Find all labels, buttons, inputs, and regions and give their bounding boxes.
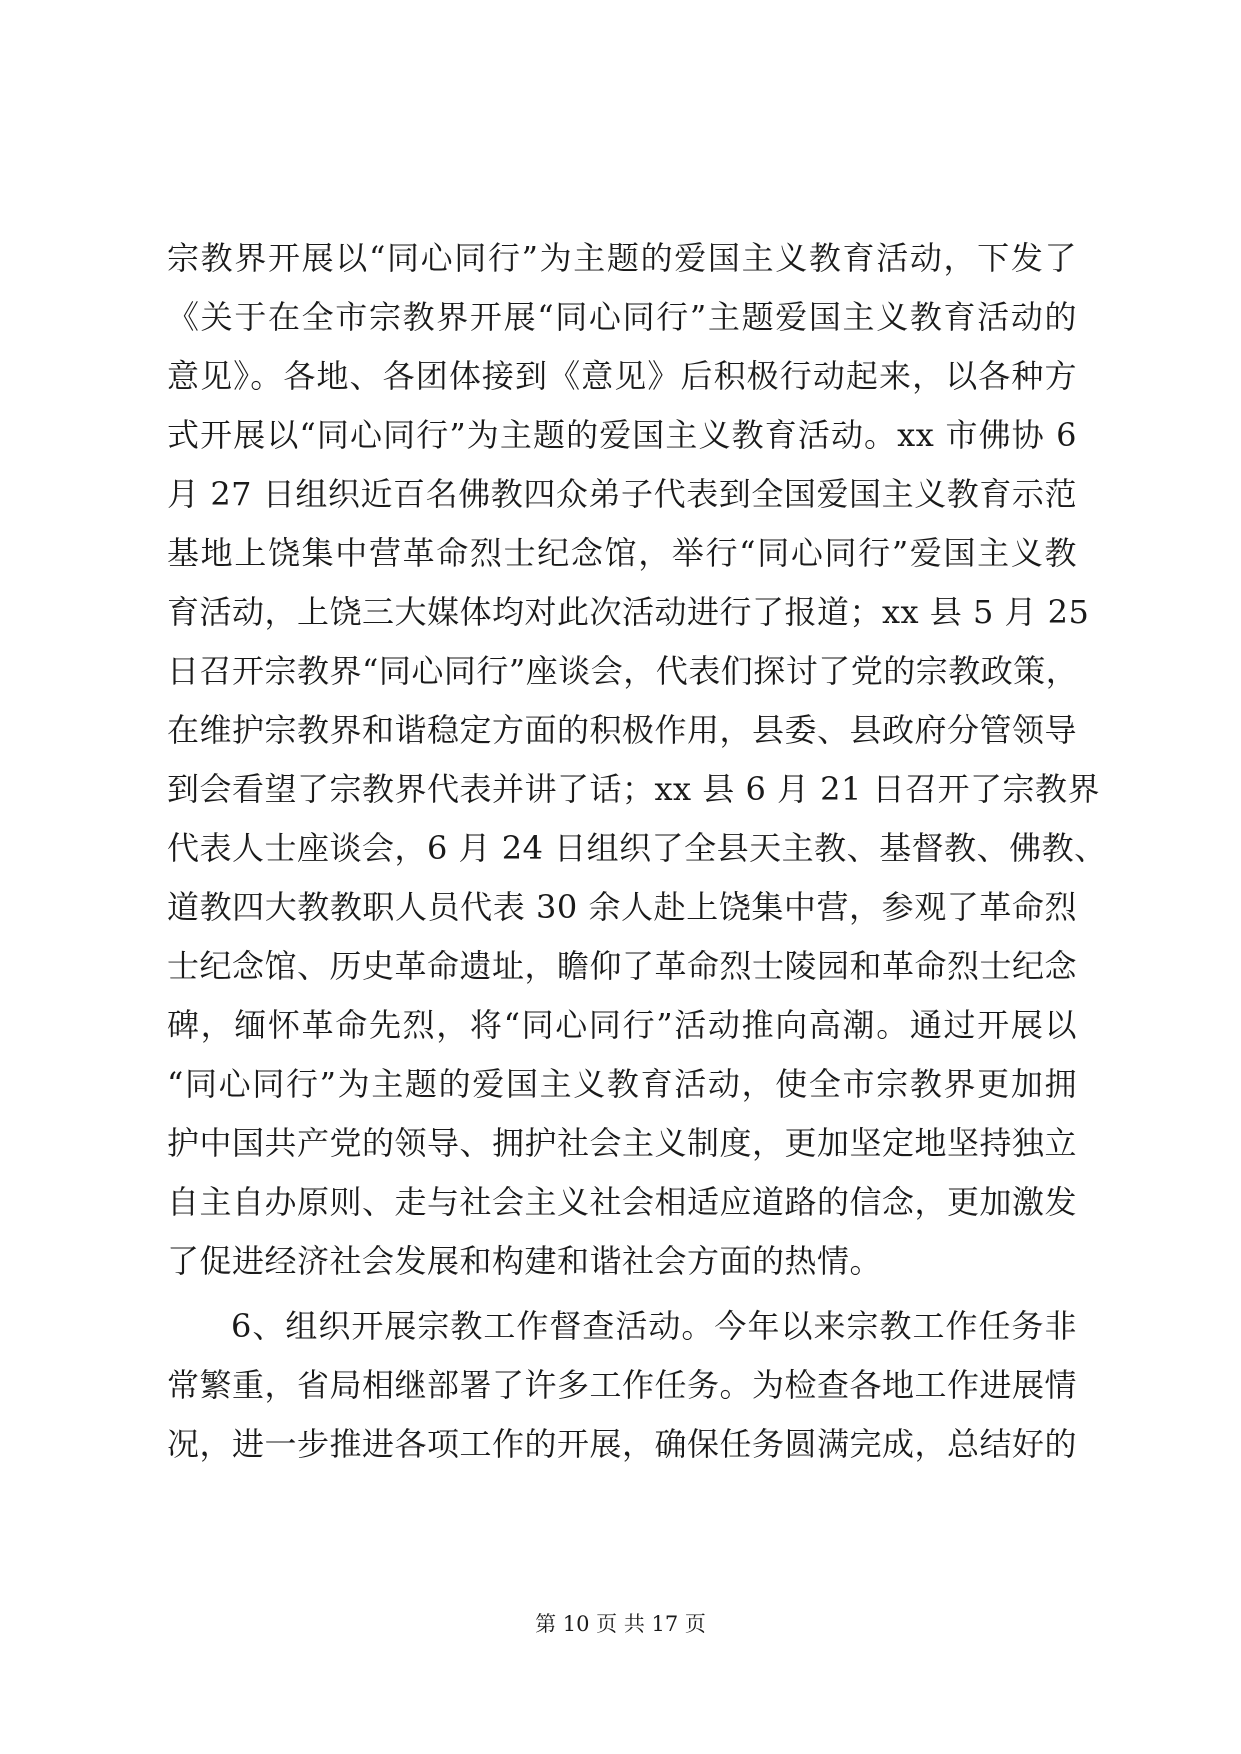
document-body [167,229,1107,1474]
text-line: 护中国共产党的领导、拥护社会主义制度，更加坚定地坚持独立 [167,1124,1078,1162]
text-line: 自主自办原则、走与社会主义社会相适应道路的信念，更加激发 [167,1183,1078,1221]
text-line: 式开展以“同心同行”为主题的爱国主义教育活动。xx 市佛协 6 [167,416,1077,454]
text-line: 宗教界开展以“同心同行”为主题的爱国主义教育活动，下发了 [167,239,1077,277]
text-line: 了促进经济社会发展和构建和谐社会方面的热情。 [167,1242,883,1280]
text-line: 代表人士座谈会，6 月 24 日组织了全县天主教、基督教、佛教、 [167,829,1107,867]
text-line: 月 27 日组织近百名佛教四众弟子代表到全国爱国主义教育示范 [167,475,1077,513]
paragraph-2 [167,1297,1077,1474]
text-line: 育活动，上饶三大媒体均对此次活动进行了报道；xx 县 5 月 25 [167,593,1090,631]
page-number-footer [0,1608,1241,1638]
text-line: 意见》。各地、各团体接到《意见》后积极行动起来，以各种方 [167,357,1077,395]
text-line: 6、组织开展宗教工作督查活动。今年以来宗教工作任务非 [231,1307,1077,1345]
text-line: 况，进一步推进各项工作的开展，确保任务圆满完成，总结好的 [167,1425,1078,1463]
paragraph-1 [167,229,1107,1291]
text-line: 在维护宗教界和谐稳定方面的积极作用，县委、县政府分管领导 [167,711,1078,749]
text-line: 常繁重，省局相继部署了许多工作任务。为检查各地工作进展情 [167,1366,1078,1404]
text-line: 《关于在全市宗教界开展“同心同行”主题爱国主义教育活动的 [167,298,1077,336]
text-line: 到会看望了宗教界代表并讲了话；xx 县 6 月 21 日召开了宗教界 [167,770,1101,808]
text-line: 碑，缅怀革命先烈，将“同心同行”活动推向高潮。通过开展以 [167,1006,1077,1044]
page-number-label: 第 10 页 共 17 页 [535,1612,706,1636]
text-line: 日召开宗教界“同心同行”座谈会，代表们探讨了党的宗教政策， [167,652,1079,690]
text-line: “同心同行”为主题的爱国主义教育活动，使全市宗教界更加拥 [167,1065,1077,1103]
text-line: 士纪念馆、历史革命遗址，瞻仰了革命烈士陵园和革命烈士纪念 [167,947,1078,985]
text-line: 道教四大教教职人员代表 30 余人赴上饶集中营，参观了革命烈 [167,888,1077,926]
text-line: 基地上饶集中营革命烈士纪念馆，举行“同心同行”爱国主义教 [167,534,1077,572]
